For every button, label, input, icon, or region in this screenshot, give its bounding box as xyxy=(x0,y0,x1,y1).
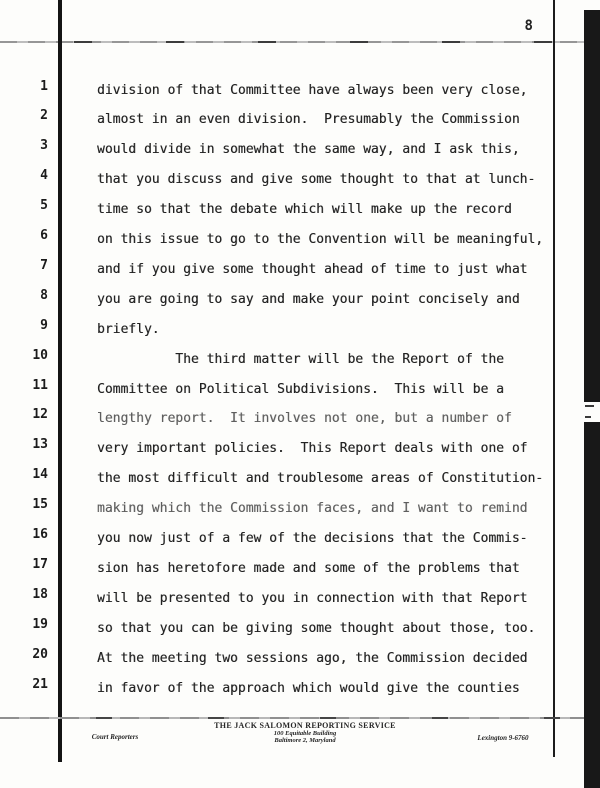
line-number: 7 xyxy=(40,257,48,273)
line-text: briefly. xyxy=(97,321,160,337)
line-number: 5 xyxy=(40,198,48,214)
line-number: 8 xyxy=(40,287,48,303)
line-number: 11 xyxy=(32,377,48,393)
transcript-line-row xyxy=(0,78,600,113)
transcript-line-row xyxy=(0,138,600,172)
line-text: will be presented to you in connection with that Report xyxy=(97,590,528,606)
footer-address-line1: 100 Equitable Building xyxy=(273,730,337,737)
line-text: very important policies. This Report deals with one of xyxy=(97,441,528,457)
line-number: 17 xyxy=(32,556,48,572)
line-number: 18 xyxy=(32,586,48,602)
transcript-line-row xyxy=(0,377,600,412)
line-number: 19 xyxy=(32,616,48,632)
footer-court-reporters-label: Court Reporters xyxy=(91,733,139,741)
transcript-line-row xyxy=(0,646,600,681)
line-text: on this issue to go to the Convention will be meaningful, xyxy=(97,232,544,247)
line-text: sion has heretofore made and some of the problems that xyxy=(97,560,520,576)
line-text: so that you can be giving some thought about those, too. xyxy=(97,620,536,636)
footer-address-line2: Baltimore 2, Maryland xyxy=(274,737,336,744)
line-text: time so that the debate which will make up the record xyxy=(97,202,512,218)
line-number: 2 xyxy=(40,108,48,124)
line-number: 20 xyxy=(32,646,48,662)
line-number: 21 xyxy=(32,676,48,692)
line-text: almost in an even division. Presumably the Commission xyxy=(97,112,520,128)
transcript-line-row xyxy=(0,467,600,501)
transcript-line-row xyxy=(0,527,600,561)
footer-horizontal-rule xyxy=(0,717,584,719)
line-number: 14 xyxy=(32,467,48,483)
line-text: you are going to say and make your point concisely and xyxy=(97,291,520,307)
line-text: and if you give some thought ahead of time to just what xyxy=(97,261,528,277)
transcript-line-row xyxy=(0,676,600,711)
transcript-line-row xyxy=(0,347,600,382)
line-number: 6 xyxy=(40,228,48,243)
line-number: 4 xyxy=(40,168,48,184)
transcript-line-row xyxy=(0,317,600,352)
transcript-line-row xyxy=(0,168,600,202)
line-text: you now just of a few of the decisions that the Commis- xyxy=(97,531,528,546)
line-number: 13 xyxy=(32,437,48,453)
transcript-line-row xyxy=(0,497,600,531)
transcript-line-row xyxy=(0,287,600,322)
transcript-line-row xyxy=(0,616,600,651)
line-text: in favor of the approach which would give the counties xyxy=(97,680,520,696)
line-number: 15 xyxy=(32,497,48,513)
line-text: would divide in somewhat the same way, and I ask this, xyxy=(97,142,520,158)
transcript-line-row xyxy=(0,556,600,591)
line-number: 10 xyxy=(32,347,48,363)
transcript-line-row xyxy=(0,108,600,142)
line-number: 9 xyxy=(40,317,48,333)
line-text: division of that Committee have always been very close, xyxy=(97,82,528,98)
transcript-line-row xyxy=(0,586,600,621)
line-text: that you discuss and give some thought to that at lunch- xyxy=(97,172,536,188)
transcript-line-row xyxy=(0,257,600,292)
footer-company-name: THE JACK SALOMON REPORTING SERVICE xyxy=(214,721,396,730)
line-number: 16 xyxy=(32,527,48,542)
transcript-line-row xyxy=(0,198,600,232)
footer-phone-number: Lexington 9-6760 xyxy=(477,734,529,742)
page-number: 8 xyxy=(524,18,534,34)
line-text: the most difficult and troublesome areas of Constitution- xyxy=(97,471,544,487)
transcript-line-row xyxy=(0,228,600,262)
transcript-line-row xyxy=(0,437,600,471)
line-number: 1 xyxy=(40,78,48,94)
line-text: lengthy report. It involves not one, but a number of xyxy=(97,411,512,427)
transcript-line-row xyxy=(0,407,600,441)
line-text: At the meeting two sessions ago, the Commission decided xyxy=(97,650,528,666)
line-number: 12 xyxy=(32,407,48,423)
line-text: The third matter will be the Report of the xyxy=(97,351,504,367)
line-text: Committee on Political Subdivisions. This will be a xyxy=(97,381,504,397)
line-number: 3 xyxy=(40,138,48,154)
line-text: making which the Commission faces, and I want to remind xyxy=(97,501,528,517)
